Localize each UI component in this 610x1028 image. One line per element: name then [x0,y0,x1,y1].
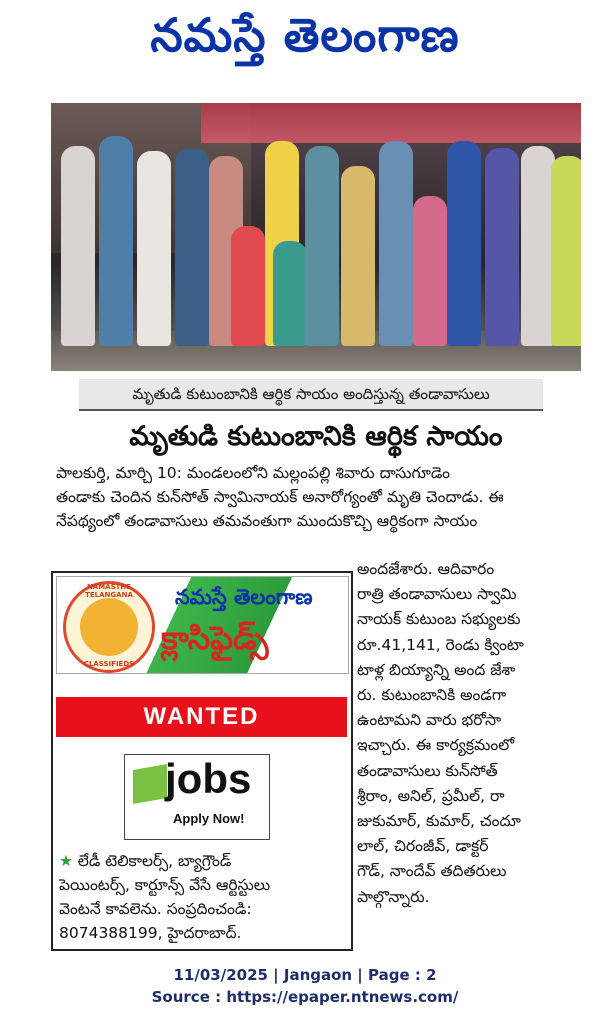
article-line: నాయక్ కుటుంబ సభ్యులకు [357,610,521,629]
ad-line: 8074388199, హైదరాబాద్. [59,924,242,942]
jobs-logo [124,754,270,840]
ad-brand: నమస్తే తెలంగాణ [175,585,313,609]
ad-section-title: క్లాసిఫైడ్స్ [161,619,269,657]
ad-line: పెయింటర్స్, కార్టూన్స్ వేసే ఆర్టిస్టులు [59,876,271,894]
seal-bottom-text: CLASSIFIEDS [83,660,135,668]
jobs-cube-icon [133,764,167,804]
seal-top-text: NAMASTHE TELANGANA [85,583,133,599]
article-line: గౌడ్, నాందేవ్ తదితరులు [357,862,507,881]
photo-caption: మృతుడి కుటుంబానికి ఆర్థిక సాయం అందిస్తున్న తండావాసులు [79,379,543,411]
source-link[interactable]: Source : https://epaper.ntnews.com/ [151,988,459,1006]
news-photo [51,103,581,371]
article-line: పాల్గొన్నారు. [357,887,430,906]
article-line: ఉంటామని వారు భరోసా [357,711,502,730]
newspaper-masthead [0,0,610,92]
article-line: ఇచ్చారు. ఈ కార్యక్రమంలో [357,736,515,755]
article-intro [56,461,584,533]
article-line: రూ.41,141, రెండు క్వింటా [357,635,524,654]
article-line: తండావాసులు కున్‌సోత్ [357,761,498,780]
article-line: అందజేశారు. ఆదివారం [357,560,495,578]
article-headline: మృతుడి కుటుంబానికి ఆర్థిక సాయం [129,421,503,452]
edition-info: 11/03/2025 | Jangaon | Page : 2 [173,966,437,984]
article-line: లాల్, చిరంజీవ్, డాక్టర్ [357,837,489,856]
article-line: జుకుమార్, కుమార్, చందూ [357,812,521,831]
star-icon: ★ [59,852,73,870]
ad-body [59,849,349,945]
article-line: రాత్రి తండావాసులు స్వామి [357,585,517,604]
article-line: తండాకు చెందిన కున్‌సోత్ స్వామినాయక్ అనారోగ్యంతో మృతి చెందాడు. ఈ [56,488,504,506]
ad-line: లేడీ టెలికాలర్స్, బ్యాగ్రౌండ్ [77,852,232,870]
article-line: రు. కుటుంబానికి అండగా [357,686,507,705]
jobs-word: jobs [165,755,252,802]
article-line: శ్రీరాం, అనిల్, ప్రమీల్, రా [357,786,505,805]
article-line: నేపథ్యంలో తండావాసులు తమవంతుగా ముందుకొచ్చి ఆర్థికంగా సాయం [56,512,478,530]
article-line: పాలకుర్తి, మార్చి 10: మండలంలోని మల్లంపల్లి శివారు దాసుగూడెం [56,464,450,482]
classified-ad [51,571,353,951]
apply-now-text: Apply Now! [173,811,245,826]
classifieds-banner [56,576,349,674]
wanted-banner: WANTED [56,697,347,737]
masthead-title: నమస్తే తెలంగాణ [150,8,460,62]
article-line: టాళ్ల బియ్యాన్ని అంద జేశా [357,660,516,679]
page-footer [0,964,610,1008]
article-column [357,557,582,910]
ad-line: వెంటనే కావలెను. సంప్రదించండి: [59,900,252,918]
classifieds-seal-icon [63,581,155,673]
